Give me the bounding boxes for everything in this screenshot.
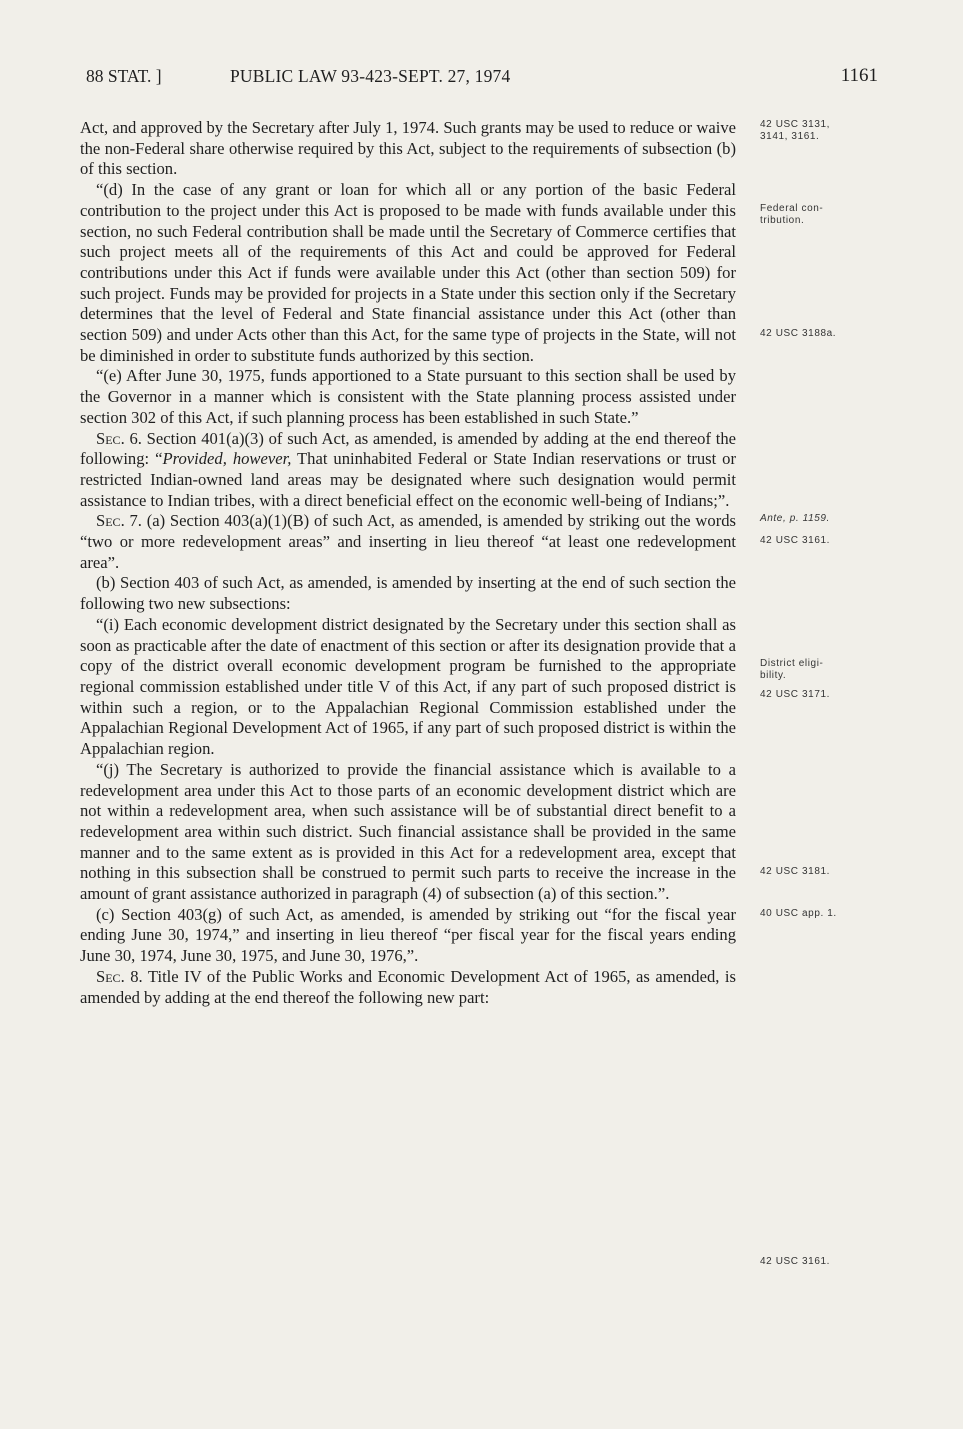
section-number: Sec. 6.: [96, 428, 142, 448]
section-text: Title IV of the Public Works and Economic Development Act of 1965, as amended, is amended by adding at the end thereof the following new part:: [80, 966, 736, 1007]
page-title: PUBLIC LAW 93-423-SEPT. 27, 1974: [230, 66, 511, 86]
paragraph-sec-6: [80, 429, 736, 512]
paragraph-continuation: Act, and approved by the Secretary after July 1, 1974. Such grants may be used to reduce or waive the non-Federal share otherwise required by this Act, subject to the requirements of subsection (b) of this section.: [80, 118, 736, 179]
margin-note-usc-3181: 42 USC 3181.: [760, 866, 831, 877]
paragraph-subsection-c: (c) Section 403(g) of such Act, as amended, is amended by striking out “for the fiscal year ending June 30, 1974,” and inserting in lieu thereof “per fiscal year for the fiscal years ending June 30, 1974, June 30, 1975, and June 30, 1976,”.: [80, 904, 736, 966]
paragraph-subsection-j: “(j) The Secretary is authorized to provide the financial assistance which is available to a redevelopment area under this Act to those parts of an economic development district which are not within a redevelopment area, when such assistance will be of substantial direct benefit to a redevelopment area within such district. Such financial assistance shall be provided in the same manner and to the same extent as is provided in this Act for a redevelopment area, except that nothing in this subsection shall be construed to permit such parts to receive the increase in the amount of grant assistance authorized in paragraph (4) of subsection (a) of this section.”.: [80, 759, 736, 904]
margin-note-usc-3171: 42 USC 3171.: [760, 689, 831, 700]
margin-note-ante: Ante, p. 1159.: [760, 513, 830, 524]
margin-note-usc-3161: 42 USC 3161.: [760, 535, 831, 546]
paragraph-subsection-d: “(d) In the case of any grant or loan for which all or any portion of the basic Federal contribution to the project under this Act is proposed to be made with funds available under this section, no such Federal contribution shall be made until the Secretary of Commerce certifies that such project meets all of the requirements of this Act and could be approved for Federal contributions under this Act if funds were available under this Act (other than section 509) for such project. Funds may be provided for projects in a State under this section only if the Secretary determines that the level of Federal and State financial assistance under this Act (other than section 509) and under Acts other than this Act, for the same type of projects in the State, will not be diminished in order to substitute funds authorized by this section.: [80, 180, 736, 365]
paragraph-subsection-e: “(e) After June 30, 1975, funds apportioned to a State pursuant to this section shall be used by the Governor in a manner which is consistent with the State planning process assisted under section 302 of this Act, if such planning process has been established in such State.”: [80, 366, 736, 427]
section-number: Sec. 8.: [96, 966, 143, 986]
statute-volume: 88 STAT. ]: [86, 66, 162, 86]
section-text: (a) Section 403(a)(1)(B) of such Act, as amended, is amended by striking out the words “two or more redevelopment areas” and inserting in lieu thereof “at least one redevelopment area”.: [80, 511, 736, 572]
paragraph-subsection-i: “(i) Each economic development district designated by the Secretary under this section shall as soon as practicable after the date of enactment of this section or after its designation provide that a copy of the district overall economic development program be furnished to the appropriate regional commission established under title V of this Act, if any part of such proposed district is within such a region, or to the Appalachian Regional Commission established under the Appalachian Regional Development Act of 1965, if any part of such proposed district is within the Appalachian region.: [80, 614, 736, 759]
section-text: That uninhabited Federal or State Indian reservations or trust or restricted Indian-owned land areas may be designated where such designation would permit assistance to Indian tribes, with a direct beneficial effect on the economic well-being of Indians;”.: [80, 449, 737, 510]
paragraph-sec-7: [80, 511, 736, 573]
page-number: 1161: [840, 65, 878, 86]
margin-note-district-eligibility: District eligi- bility.: [760, 658, 824, 681]
section-number: Sec. 7.: [96, 511, 142, 531]
margin-note-usc-3188a: 42 USC 3188a.: [760, 328, 837, 339]
proviso-italic: Provided, however,: [162, 449, 292, 469]
margin-note-usc-3161-b: 42 USC 3161.: [760, 1256, 831, 1267]
paragraph-subsection-b: (b) Section 403 of such Act, as amended, is amended by inserting at the end of such section the following two new subsections:: [80, 573, 736, 614]
paragraph-sec-8: [80, 967, 736, 1008]
margin-note-federal-contribution: Federal con- tribution.: [760, 203, 824, 226]
section-text: Section 401(a)(3) of such Act, as amended, is amended by adding at the end thereof the following: “: [80, 428, 736, 469]
margin-note-usc-app-1: 40 USC app. 1.: [760, 908, 837, 919]
statute-text: [80, 118, 736, 1008]
margin-note-usc-3131: 42 USC 3131, 3141, 3161.: [760, 119, 831, 142]
running-header: [86, 62, 878, 90]
